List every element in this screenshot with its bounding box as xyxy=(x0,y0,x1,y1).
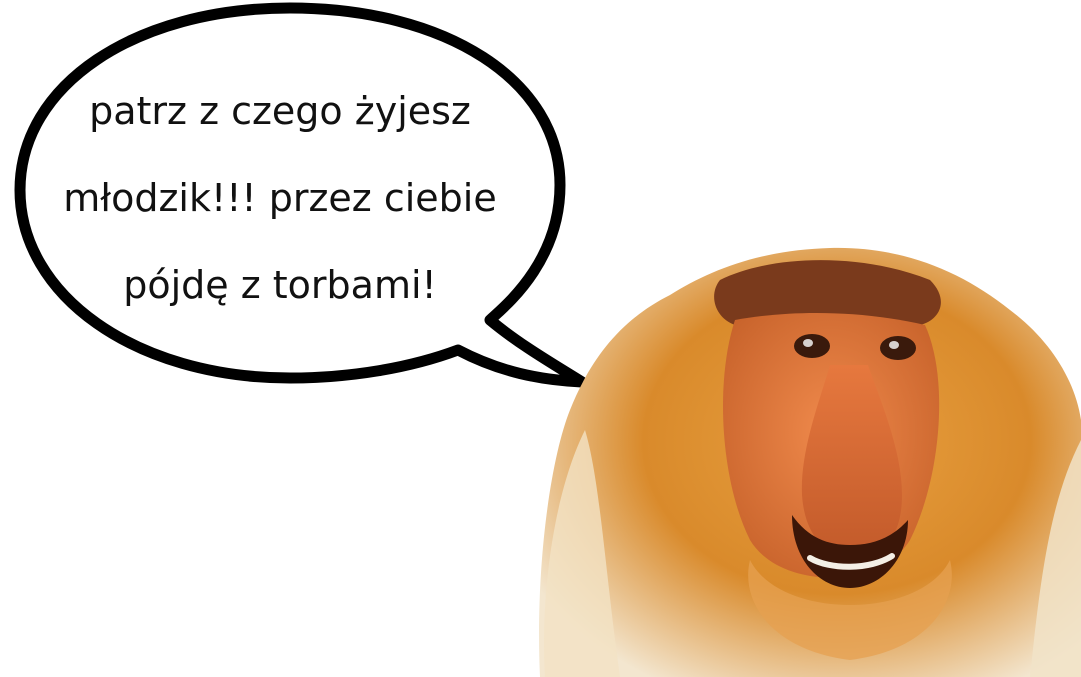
speech-line-2: młodzik!!! przez ciebie xyxy=(63,176,497,220)
speech-line-3: pójdę z torbami! xyxy=(123,263,437,307)
speech-line-1: patrz z czego żyjesz xyxy=(89,89,471,133)
speech-text xyxy=(40,68,520,329)
proboscis-monkey-icon xyxy=(530,240,1081,677)
